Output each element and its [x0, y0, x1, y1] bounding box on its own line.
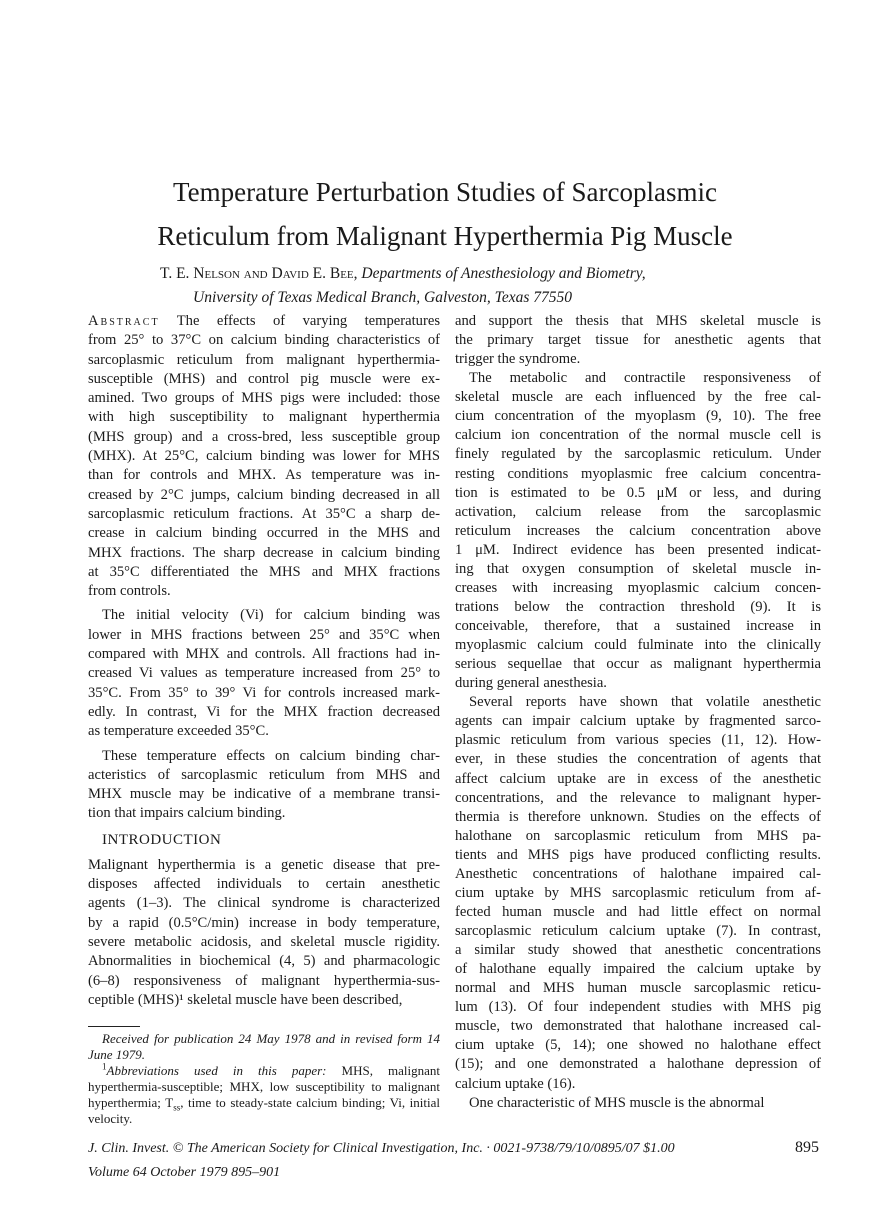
footnote-mark: 1: [102, 1061, 107, 1072]
paragraph: [455, 693, 821, 1093]
text-line: cium concentration of the myoplasm (9, 10). The free: [455, 408, 821, 425]
text-line: [88, 312, 440, 331]
abbrev-rest: , time to steady-state calcium binding; Vi, initial velocity.: [88, 1095, 441, 1126]
text-line: the primary target tissue for anesthetic agents that: [455, 332, 821, 349]
received-text: Received for publication 24 May 1978 and in revised form 14 June 1979.: [88, 1031, 440, 1062]
abbrev-subscript: ss: [173, 1102, 181, 1113]
text-line: sarcoplasmic reticulum calcium uptake (7). In contrast,: [455, 923, 821, 939]
text-span: The effects of varying temperatures: [176, 313, 440, 329]
footer-citation: J. Clin. Invest. © The American Society for Clinical Investigation, Inc. · 0021-9738/79/10/0895/07 $1.00: [88, 1141, 675, 1156]
footer-volume: Volume 64 October 1979 895–901: [88, 1165, 281, 1180]
paragraph: [455, 369, 821, 693]
introduction-right: [455, 312, 821, 1113]
text-line: at 35°C differentiated the MHS and MHX fractions: [88, 563, 440, 580]
text-line: One characteristic of MHS muscle is the abnormal: [469, 1094, 765, 1111]
text-line: disposes affected individuals to certain anesthetic: [88, 876, 440, 893]
introduction-left: [88, 856, 440, 1010]
text-line: and support the thesis that MHS skeletal muscle is: [455, 313, 821, 329]
text-line: conceivable, therefore, that a sustained increase in: [455, 618, 821, 634]
text-line: acteristics of sarcoplasmic reticulum from MHS and: [88, 766, 440, 783]
footnotes: [88, 1026, 440, 1127]
text-line: resting conditions myoplasmic free calcium concentra-: [455, 465, 821, 482]
abstract-p1: [88, 312, 440, 601]
text-line: tion is estimated to be 0.5 μM or less, and during: [455, 484, 821, 501]
text-line: normal and MHS human muscle sarcoplasmic reticu-: [455, 980, 821, 997]
text-line: sarcoplasmic reticulum fractions. At 35°C a sharp de-: [88, 505, 440, 522]
affiliation-2: University of Texas Medical Branch, Galveston, Texas 77550: [193, 289, 572, 306]
affiliation-1: Departments of Anesthesiology and Biometry,: [361, 265, 646, 282]
text-line: ever, in these studies the concentration of agents that: [455, 751, 821, 768]
text-line: finely regulated by the sarcoplasmic reticulum. Under: [455, 446, 821, 463]
page-number: 895: [795, 1139, 819, 1156]
text-line: tients and MHS pigs have produced conflicting results.: [455, 846, 821, 863]
text-line: Malignant hyperthermia is a genetic disease that pre-: [88, 856, 440, 873]
text-line: Anesthetic concentrations of halothane impaired cal-: [455, 865, 821, 882]
text-line: susceptible (MHS) and control pig muscle were ex-: [88, 370, 440, 387]
article-title: [0, 170, 890, 258]
text-line: (6–8) responsiveness of malignant hyperthermia-sus-: [88, 972, 440, 989]
footnote-received: [88, 1031, 440, 1063]
text-line: concentrations, and the relevance to malignant hyper-: [455, 789, 821, 806]
text-line: halothane on sarcoplasmic reticulum from MHS pa-: [455, 827, 821, 844]
text-line: plasmic reticulum from various species (11, 12). How-: [455, 732, 821, 749]
abbrev-text: [88, 1063, 440, 1127]
text-line: These temperature effects on calcium binding char-: [102, 747, 440, 764]
abstract-label: Abstract: [88, 313, 160, 329]
text-line: (MHX). At 25°C, calcium binding was lower for MHS: [88, 448, 440, 465]
text-line: edly. In contrast, Vi for the MHX fraction decreased: [88, 703, 440, 720]
text-line: during general anesthesia.: [455, 675, 607, 692]
text-line: affect calcium uptake are in excess of the anesthetic: [455, 770, 821, 787]
text-line: MHX fractions. The sharp decrease in calcium binding: [88, 544, 440, 561]
text-line: Several reports have shown that volatile anesthetic: [469, 694, 821, 711]
text-line: than for controls and MHX. As temperature was in-: [88, 467, 440, 484]
text-line: severe metabolic acidosis, and skeletal muscle rigidity.: [88, 933, 440, 950]
text-line: agents can impair calcium uptake by fragmented sarco-: [455, 713, 821, 730]
text-line: ing that oxygen consumption of skeletal muscle in-: [455, 560, 821, 577]
text-line: sarcoplasmic reticulum from malignant hyperthermia-: [88, 351, 440, 368]
text-line: creased by 2°C jumps, calcium binding decreased in all: [88, 486, 440, 503]
left-column: [88, 312, 440, 1015]
text-line: reticulum increases the calcium concentration above: [455, 522, 821, 539]
text-line: lower in MHS fractions between 25° and 35°C when: [88, 626, 440, 643]
text-line: 35°C. From 35° to 39° Vi for controls increased mark-: [88, 684, 440, 701]
text-line: trigger the syndrome.: [455, 351, 581, 368]
text-line: crease in calcium binding occurred in the MHS and: [88, 525, 440, 542]
title-line-2: Reticulum from Malignant Hyperthermia Pig Muscle: [157, 221, 733, 251]
text-line: lum (13). Of four independent studies with MHS pig: [455, 999, 821, 1016]
text-line: creases with increasing myoplasmic calcium concen-: [455, 579, 821, 596]
text-line: of halothane equally impaired the calcium uptake by: [455, 961, 821, 978]
footnote-divider: [88, 1026, 140, 1027]
text-line: skeletal muscle are each influenced by the free cal-: [455, 389, 821, 406]
introduction-heading: INTRODUCTION: [102, 831, 222, 848]
paragraph: [455, 312, 821, 369]
text-line: fected human muscle and had little effect on normal: [455, 903, 821, 920]
text-line: The metabolic and contractile responsiveness of: [469, 370, 821, 387]
text-line: calcium ion concentration of the normal muscle cell is: [455, 427, 821, 444]
text-line: cium uptake by MHS sarcoplasmic reticulum from af-: [455, 884, 821, 901]
author-block: [160, 262, 646, 310]
text-line: calcium uptake (16).: [455, 1075, 576, 1092]
text-line: (MHS group) and a cross-bred, less susceptible group: [88, 428, 440, 445]
text-line: compared with MHX and controls. All fractions had in-: [88, 646, 440, 663]
text-line: as temperature exceeded 35°C.: [88, 723, 269, 740]
text-line: by a rapid (0.5°C/min) increase in body temperature,: [88, 914, 440, 931]
text-line: from controls.: [88, 583, 171, 600]
title-line-1: Temperature Perturbation Studies of Sarcoplasmic: [173, 177, 717, 207]
paragraph: [455, 1094, 821, 1113]
text-line: trations below the contraction threshold (9). It is: [455, 598, 821, 615]
text-line: Abnormalities in biochemical (4, 5) and pharmacologic: [88, 953, 440, 970]
text-line: 1 μM. Indirect evidence has been presented indicat-: [455, 541, 821, 558]
text-line: tion that impairs calcium binding.: [88, 805, 286, 822]
text-line: The initial velocity (Vi) for calcium binding was: [102, 607, 440, 624]
text-line: creased Vi values as temperature increased from 25° to: [88, 665, 440, 682]
text-line: thermia is therefore unknown. Studies on the effects of: [455, 808, 821, 825]
text-line: activation, calcium release from the sarcoplasmic: [455, 503, 821, 520]
text-line: myoplasmic calcium could fulminate into the clinically: [455, 637, 821, 654]
footnote-abbreviations: [88, 1063, 440, 1127]
text-line: a similar study showed that anesthetic concentrations: [455, 942, 821, 959]
text-line: agents (1–3). The clinical syndrome is characterized: [88, 895, 440, 912]
text-line: with high susceptibility to malignant hyperthermia: [88, 409, 440, 426]
text-line: from 25° to 37°C on calcium binding characteristics of: [88, 332, 440, 349]
text-line: MHX muscle may be indicative of a membrane transi-: [88, 786, 440, 803]
text-line: muscle, two demonstrated that halothane increased cal-: [455, 1018, 821, 1035]
text-line: (15); and one demonstrated a halothane depression of: [455, 1056, 821, 1073]
text-line: serious sequellae that occur as malignant hyperthermia: [455, 656, 821, 673]
text-line: cium uptake (5, 14); one showed no halothane effect: [455, 1037, 821, 1054]
text-line: ceptible (MHS)¹ skeletal muscle have been described,: [88, 991, 403, 1008]
abstract-p2: [88, 606, 440, 741]
abbrev-label: Abbreviations used in this paper:: [106, 1063, 327, 1078]
text-line: amined. Two groups of MHS pigs were included: those: [88, 390, 440, 407]
abbrev-body: MHS, malignant hyperthermia-susceptible; MHX, low susceptibility to malignant hyperthermia; T: [88, 1063, 440, 1110]
abstract-p3: [88, 747, 440, 824]
author-names: T. E. Nelson and David E. Bee,: [160, 265, 358, 282]
